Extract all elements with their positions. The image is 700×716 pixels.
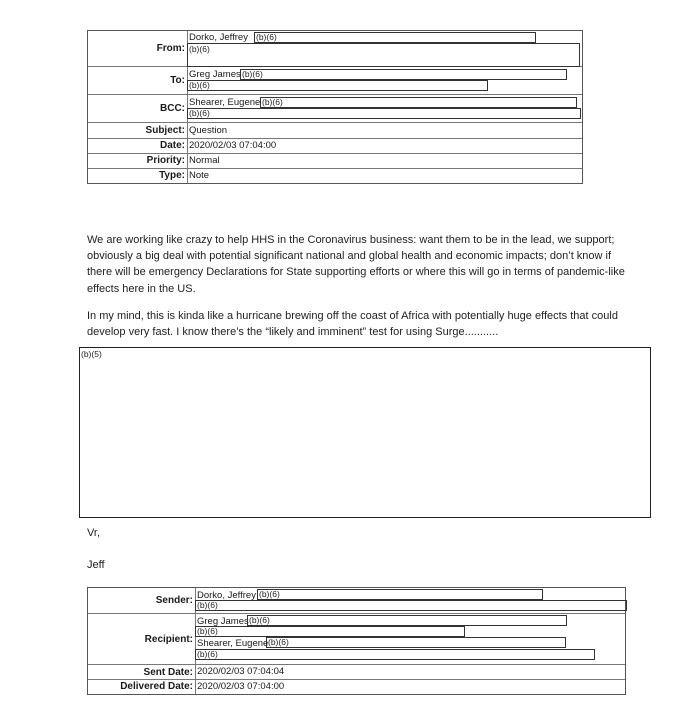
to-row xyxy=(88,67,582,95)
from-name: Dorko, Jeffrey xyxy=(189,32,248,43)
email-footer-table xyxy=(87,587,626,695)
redaction-code: (b)(6) xyxy=(262,97,283,107)
from-label: From: xyxy=(156,43,185,54)
redaction-box xyxy=(195,649,595,660)
bcc-row xyxy=(88,95,582,123)
priority-row xyxy=(88,153,582,169)
sender-label: Sender: xyxy=(155,595,193,606)
sent-date-label: Sent Date: xyxy=(143,666,193,678)
redaction-box xyxy=(240,69,567,80)
redaction-box xyxy=(187,80,488,91)
recipient-label: Recipient: xyxy=(144,633,193,645)
redaction-code: (b)(6) xyxy=(249,615,270,625)
subject-row xyxy=(88,123,582,139)
date-row xyxy=(88,138,582,154)
redaction-code: (b)(6) xyxy=(189,80,210,90)
to-name: Greg James xyxy=(189,69,241,80)
from-row xyxy=(88,31,582,67)
redaction-code: (b)(6) xyxy=(189,44,210,54)
sent-date-value: 2020/02/03 07:04:04 xyxy=(197,666,285,677)
recipient-name-2: Shearer, Eugene xyxy=(197,638,269,649)
recipient-row xyxy=(88,614,625,665)
redaction-box xyxy=(260,97,577,108)
body-paragraph-1: We are working like crazy to help HHS in the Coronavirus business: want them to be in the lead, we support; obviously a big deal with potential significant national and global health and economic impacts; don’t know if there will be emergency Declarations for State supporting efforts or where this will go in terms of pandemic-like effects here in the US. xyxy=(87,234,625,295)
redaction-box xyxy=(266,637,566,648)
signature: Jeff xyxy=(87,559,105,571)
redacted-block xyxy=(79,347,651,518)
subject-label: Subject: xyxy=(145,125,185,136)
sent-date-row xyxy=(88,665,625,680)
type-label: Type: xyxy=(159,170,185,181)
priority-value: Normal xyxy=(189,155,220,166)
redaction-code: (b)(6) xyxy=(256,32,277,42)
redaction-box xyxy=(195,626,465,637)
redaction-box xyxy=(187,43,580,67)
email-header-table xyxy=(87,30,583,184)
closing: Vr, xyxy=(87,527,101,539)
redaction-box xyxy=(195,600,627,611)
redaction-code: (b)(6) xyxy=(189,108,210,118)
redaction-box xyxy=(247,615,567,626)
delivered-date-value: 2020/02/03 07:04:00 xyxy=(197,681,285,692)
type-row xyxy=(88,168,582,183)
to-label: To: xyxy=(170,75,185,86)
priority-label: Priority: xyxy=(146,155,185,166)
redaction-code: (b)(6) xyxy=(242,69,263,79)
redaction-box xyxy=(187,108,581,119)
sender-name: Dorko, Jeffrey xyxy=(197,590,256,601)
redaction-code: (b)(6) xyxy=(268,637,289,647)
redaction-box xyxy=(257,589,543,600)
type-value: Note xyxy=(189,170,210,181)
subject-value: Question xyxy=(189,125,228,136)
date-value: 2020/02/03 07:04:00 xyxy=(189,140,277,151)
bcc-name: Shearer, Eugene xyxy=(189,97,261,108)
redaction-code: (b)(6) xyxy=(197,600,218,610)
redaction-code: (b)(6) xyxy=(259,589,280,599)
delivered-date-row xyxy=(88,679,625,694)
recipient-name-1: Greg James xyxy=(197,616,249,627)
delivered-date-label: Delivered Date: xyxy=(120,681,193,692)
date-label: Date: xyxy=(159,140,185,151)
redaction-code: (b)(6) xyxy=(197,626,218,636)
redaction-code: (b)(5) xyxy=(81,349,102,359)
sender-row xyxy=(88,588,625,614)
redaction-code: (b)(6) xyxy=(197,649,218,659)
body-paragraph-2: In my mind, this is kinda like a hurricane brewing off the coast of Africa with potentially huge effects that could develop very fast. I know there’s the “likely and imminent” test for using Surge........... xyxy=(87,310,618,339)
bcc-label: BCC: xyxy=(160,103,185,114)
redaction-box xyxy=(254,32,536,43)
